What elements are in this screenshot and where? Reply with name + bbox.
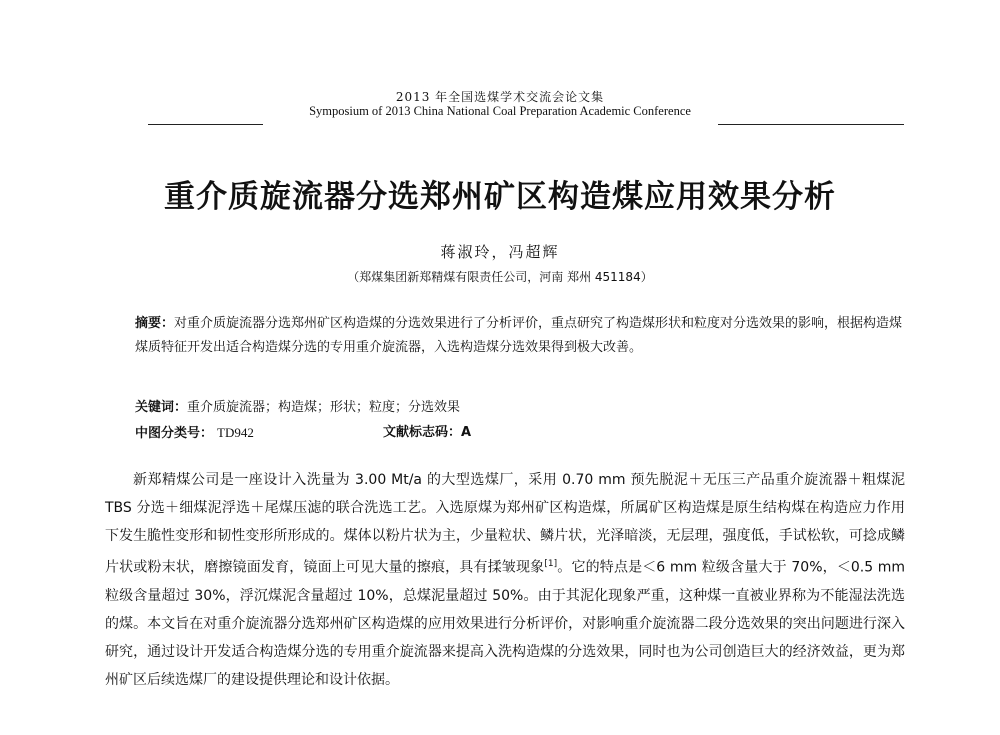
abstract-text: 对重介质旋流器分选郑州矿区构造煤的分选效果进行了分析评价，重点研究了构造煤形状和粒度对分选效果的影响，根据构造煤煤质特征开发出适合构造煤分选的专用重介旋流器，入选构造煤分选效果得到极大改善。 [135, 316, 903, 355]
document-code-label: 文献标志码： [383, 425, 462, 440]
body-paragraph-part1: 新郑精煤公司是一座设计入洗量为 3.00 Mt/a 的大型选煤厂，采用 0.70 mm 预先脱泥＋无压三产品重介旋流器＋粗煤泥 TBS 分选＋细煤泥浮选＋尾煤压滤的联合洗选工艺。入选原煤为郑州矿区构造煤，所属矿区构造煤是原生结构煤在构造应力作用下发生脆性变形和韧性变形所形成的。煤体以粉片状为主，少量粒状、鳞片状，光泽暗淡，无层理，强度低，手试松软，可捻成鳞片状或粉末状，磨擦镜面发育，镜面上可见大量的擦痕，具有揉皱现象 [105, 472, 905, 576]
citation-marker: [1] [544, 559, 558, 569]
body-paragraph-part2: 。它的特点是＜6 mm 粒级含量大于 70%，＜0.5 mm 粒级含量超过 30%，浮沉煤泥含量超过 10%，总煤泥量超过 50%。由于其泥化现象严重，这种煤一直被业界称为不能湿法洗选的煤。本文旨在对重介旋流器分选郑州矿区构造煤的应用效果进行分析评价，对影响重介旋流器二段分选效果的突出问题进行深入研究，通过设计开发适合构造煤分选的专用重介旋流器来提高入洗构造煤的分选效果，同时也为公司创造巨大的经济效益，更为郑州矿区后续选煤厂的建设提供理论和设计依据。 [105, 559, 906, 688]
classification-code: TD942 [217, 425, 254, 440]
authors: 蒋淑玲，冯超辉 [440, 243, 560, 261]
keywords-label: 关键词： [135, 400, 188, 415]
classification-line [135, 422, 905, 445]
running-header [0, 90, 1000, 119]
header-chinese: 2013 年全国选煤学术交流会论文集 [395, 90, 605, 104]
body-paragraph [105, 466, 905, 694]
paper-title: 重介质旋流器分选郑州矿区构造煤应用效果分析 [164, 179, 836, 215]
keywords [135, 397, 905, 419]
classification-label: 中图分类号： [135, 426, 214, 441]
header-english: Symposium of 2013 China National Coal Preparation Academic Conference [309, 104, 691, 118]
document-code: A [461, 425, 472, 440]
abstract-label: 摘要： [135, 316, 175, 331]
document-code-block [383, 422, 471, 444]
header-rule-right [718, 124, 904, 125]
keywords-text: 重介质旋流器；构造煤；形状；粒度；分选效果 [187, 400, 461, 415]
abstract [135, 312, 905, 360]
affiliation: （郑煤集团新郑精煤有限责任公司，河南 郑州 451184） [347, 270, 653, 284]
body-text [105, 466, 905, 694]
header-rule-left [148, 124, 263, 125]
